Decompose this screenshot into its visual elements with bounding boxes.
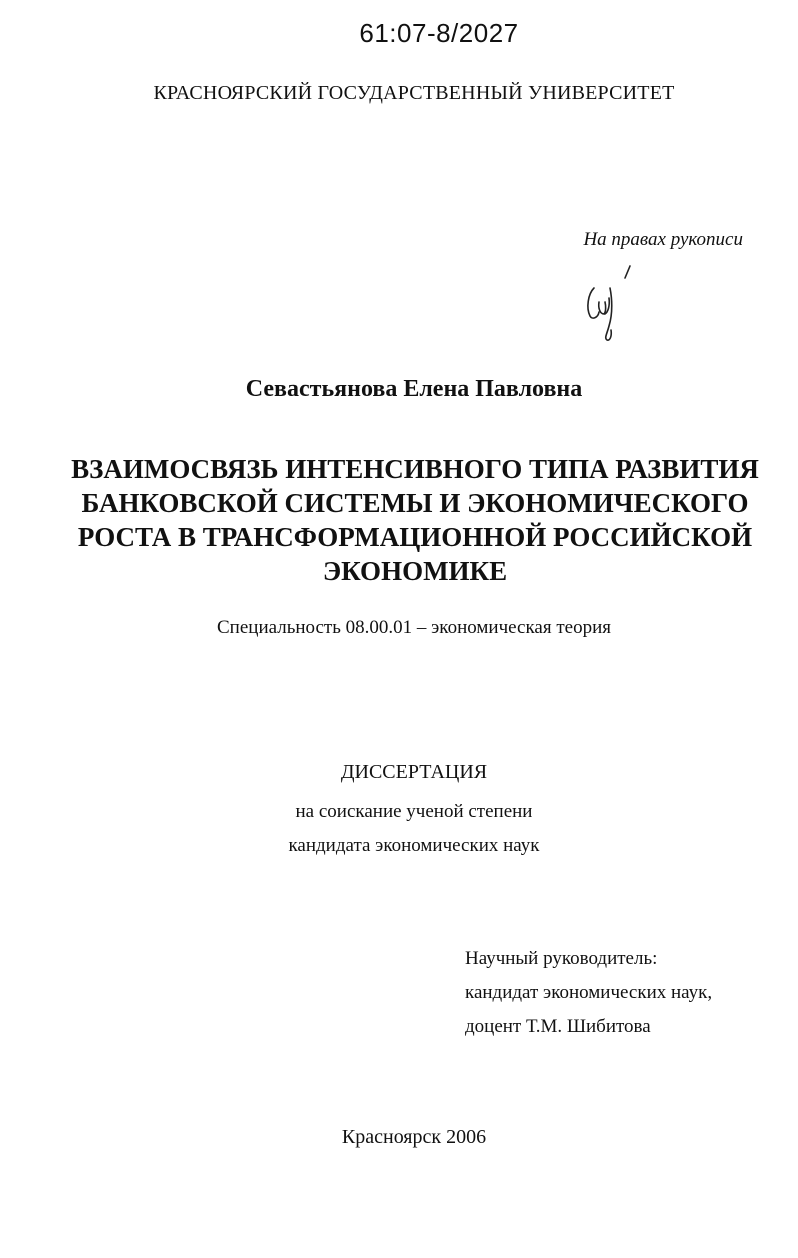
author-name: Севастьянова Елена Павловна (245, 376, 583, 402)
supervisor-label: Научный руководитель: (465, 948, 658, 969)
title-line: ЭКОНОМИКЕ (322, 556, 508, 586)
dissertation-block (0, 761, 798, 863)
title-line: БАНКОВСКОЙ СИСТЕМЫ И ЭКОНОМИЧЕСКОГО (81, 488, 749, 518)
title-line: ВЗАИМОСВЯЗЬ ИНТЕНСИВНОГО ТИПА РАЗВИТИЯ (71, 454, 759, 484)
university-name: КРАСНОЯРСКИЙ ГОСУДАРСТВЕННЫЙ УНИВЕРСИТЕТ (153, 82, 675, 104)
city-year: Красноярск 2006 (341, 1126, 487, 1148)
supervisor-name: доцент Т.М. Шибитова (465, 1016, 651, 1037)
degree-name: кандидата экономических наук (288, 835, 540, 856)
dissertation-heading: ДИССЕРТАЦИЯ (340, 761, 488, 783)
handwritten-signature-icon (572, 258, 652, 348)
title-line: РОСТА В ТРАНСФОРМАЦИОННОЙ РОССИЙСКОЙ (77, 522, 753, 552)
dissertation-title (60, 452, 770, 588)
degree-purpose: на соискание ученой степени (295, 801, 533, 822)
catalog-number: 61:07-8/2027 (359, 18, 519, 48)
supervisor-degree: кандидат экономических наук, (465, 982, 713, 1003)
supervisor-block (465, 942, 712, 1044)
specialty: Специальность 08.00.01 – экономическая теория (217, 617, 611, 638)
manuscript-note: На правах рукописи (583, 229, 743, 250)
